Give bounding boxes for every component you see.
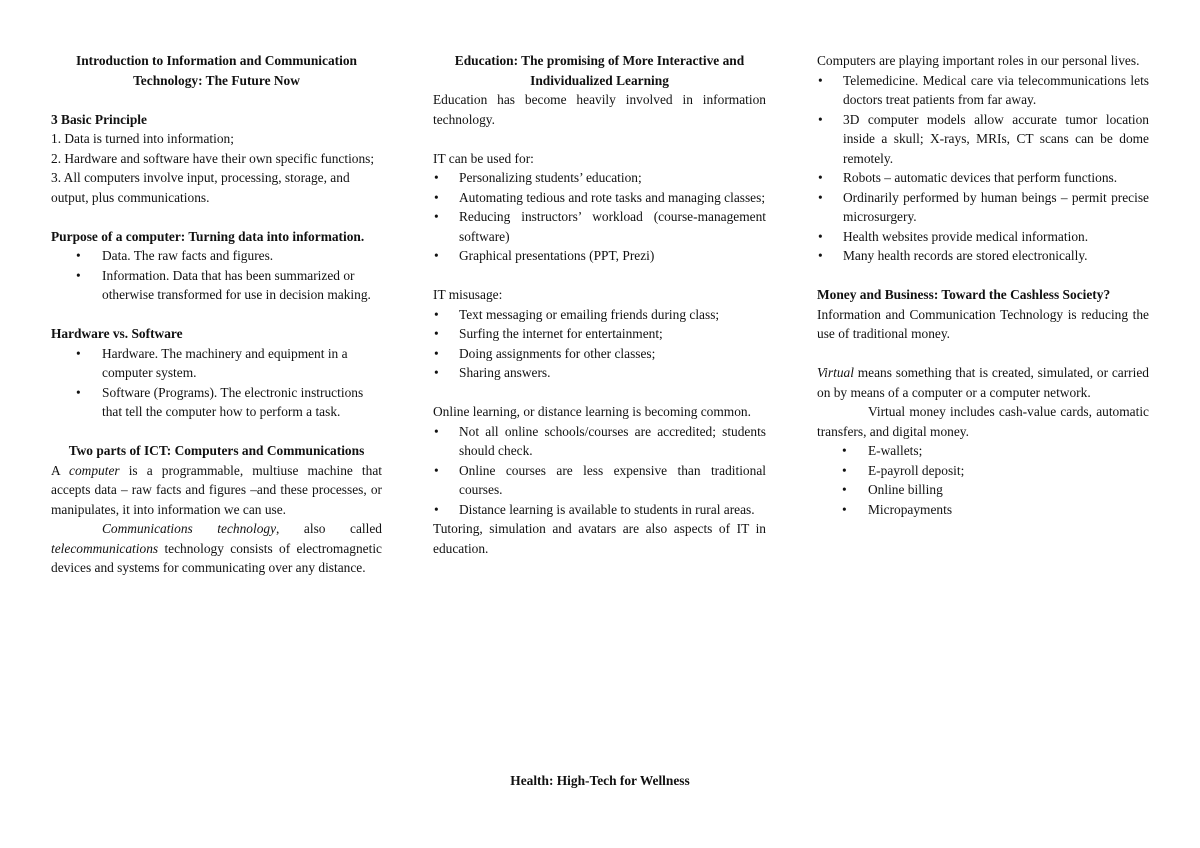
principle-item: 3. All computers involve input, processing, storage, and output, plus communications. (51, 170, 350, 205)
list-item: • Robots – automatic devices that perform functions. (817, 168, 1149, 188)
list-item: • Data. The raw facts and figures. (51, 246, 382, 266)
communications-definition: Communications technology, also called telecommunications technology consists of electromagnetic devices and systems for communicating over any distance. (51, 521, 382, 575)
list-item: • 3D computer models allow accurate tumor location inside a skull; X-rays, MRIs, CT scans can be dome remotely. (817, 110, 1149, 169)
health-intro: Computers are playing important roles in our personal lives. (817, 53, 1140, 68)
list-item: • Micropayments (817, 500, 1149, 520)
telecommunications-term: telecommunications (51, 540, 159, 556)
computer-definition: A computer is a programmable, multiuse machine that accepts data – raw facts and figures –and these processes, or manipulates, it into information we can use. (51, 462, 383, 517)
education-title: Education: The promising of More Interactive and Individualized Learning (454, 53, 745, 88)
education-closing: Tutoring, simulation and avatars are also aspects of IT in education. (433, 521, 766, 556)
list-item: • Doing assignments for other classes; (433, 344, 766, 364)
list-item: • Telemedicine. Medical care via telecommunications lets doctors treat patients from far away. (817, 71, 1149, 110)
online-intro: Online learning, or distance learning is becoming common. (433, 404, 751, 419)
money-heading: Money and Business: Toward the Cashless Society? (817, 287, 1111, 302)
list-item: • Sharing answers. (433, 363, 766, 383)
uses-label: IT can be used for: (433, 150, 534, 166)
computer-term: computer (69, 462, 120, 478)
misuse-label: IT misusage: (433, 287, 503, 302)
virtual-term: Virtual (817, 365, 854, 380)
virtual-definition: Virtual means something that is created, simulated, or carried on by means of a computer or a computer network. (817, 365, 1149, 400)
intro-title: Introduction to Information and Communication Technology: The Future Now (76, 53, 357, 88)
list-item: • Automating tedious and rote tasks and managing classes; (433, 188, 766, 208)
list-item: • Text messaging or emailing friends during class; (433, 305, 766, 325)
online-list (433, 422, 766, 520)
list-item: • Surfing the internet for entertainment; (433, 324, 766, 344)
ict-heading: Two parts of ICT: Computers and Communications (68, 443, 365, 458)
principle-item: 2. Hardware and software have their own specific functions; (51, 150, 375, 166)
list-item: • Online courses are less expensive than traditional courses. (433, 461, 766, 500)
misuse-list (433, 305, 766, 383)
list-item: • Graphical presentations (PPT, Prezi) (433, 246, 766, 266)
health-heading: Health: High-Tech for Wellness (510, 773, 690, 788)
money-intro: Information and Communication Technology is reducing the use of traditional money. (817, 306, 1149, 341)
list-item: • Personalizing students’ education; (433, 168, 766, 188)
principle-item: 1. Data is turned into information; (51, 131, 234, 146)
list-item: • Software (Programs). The electronic instructions that tell the computer how to perform a task. (51, 383, 382, 422)
list-item: • Online billing (817, 480, 1149, 500)
virtual-money: Virtual money includes cash-value cards, automatic transfers, and digital money. (817, 404, 1149, 439)
uses-list (433, 168, 766, 266)
list-item: • Health websites provide medical information. (817, 227, 1149, 247)
health-list (817, 71, 1149, 266)
money-list (817, 441, 1149, 519)
communications-term: Communications technology (102, 521, 277, 536)
purpose-list (51, 246, 382, 305)
list-item: • Reducing instructors’ workload (course-management software) (433, 207, 766, 246)
column-2 (433, 51, 766, 558)
hw-sw-list (51, 344, 382, 422)
list-item: • Ordinarily performed by human beings – permit precise microsurgery. (817, 188, 1149, 227)
purpose-heading: Purpose of a computer: Turning data into information. (51, 228, 365, 244)
column-3 (817, 51, 1149, 519)
list-item: • Not all online schools/courses are accredited; students should check. (433, 422, 766, 461)
list-item: • E-wallets; (817, 441, 1149, 461)
column-1 (51, 51, 382, 578)
list-item: • Hardware. The machinery and equipment in a computer system. (51, 344, 382, 383)
education-intro: Education has become heavily involved in information technology. (433, 92, 766, 127)
list-item: • Information. Data that has been summarized or otherwise transformed for use in decision making. (51, 266, 382, 305)
list-item: • E-payroll deposit; (817, 461, 1149, 481)
hw-sw-heading: Hardware vs. Software (51, 326, 183, 341)
list-item: • Distance learning is available to students in rural areas. (433, 500, 766, 520)
list-item: • Many health records are stored electronically. (817, 246, 1149, 266)
principle-heading: 3 Basic Principle (51, 111, 147, 127)
